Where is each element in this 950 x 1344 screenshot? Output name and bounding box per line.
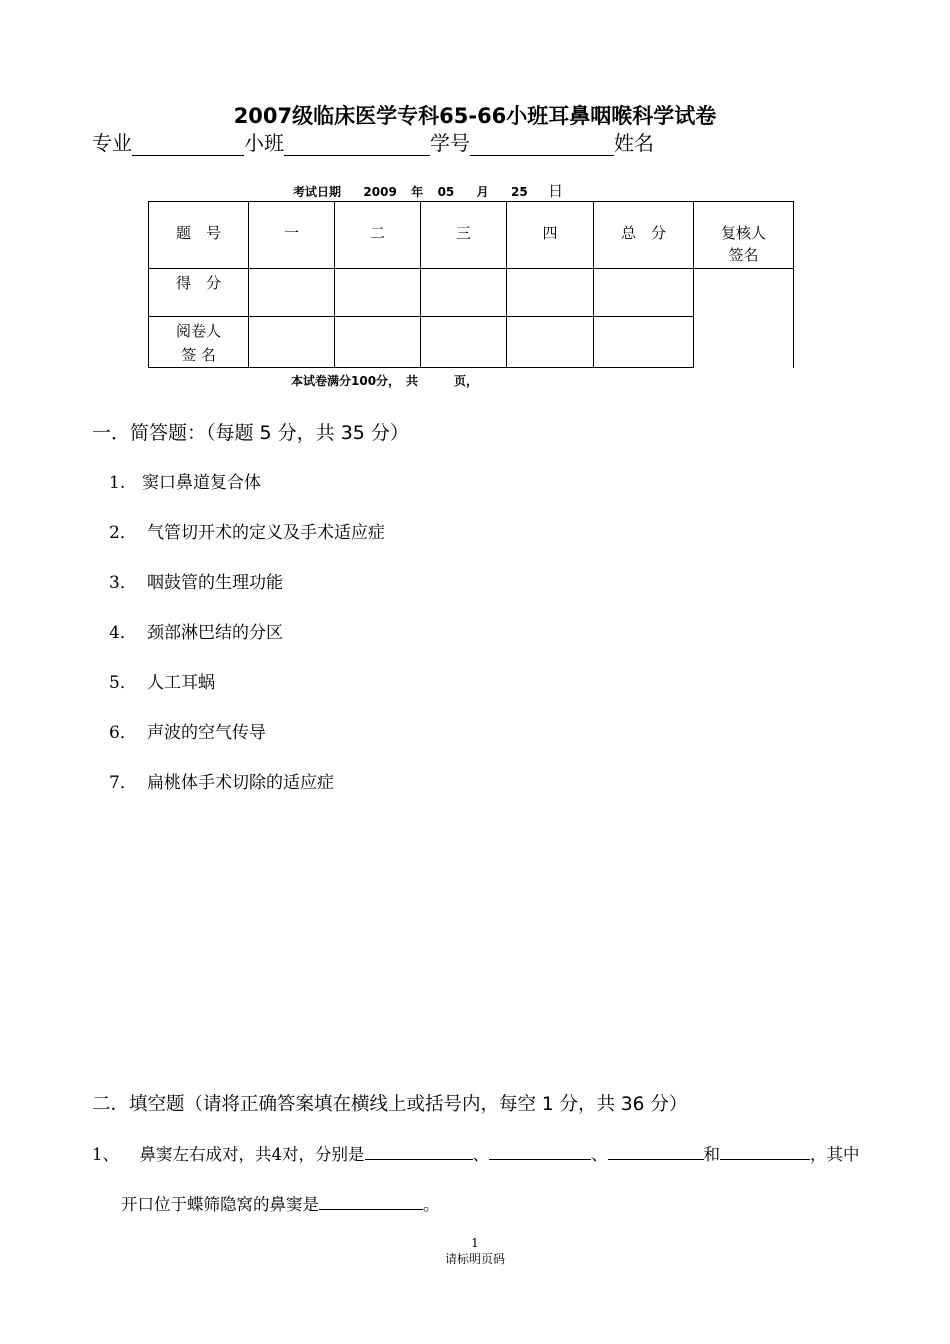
answer-blank-4[interactable]	[720, 1143, 810, 1160]
header-part-4: 四	[507, 202, 594, 269]
student-info-line	[92, 127, 654, 156]
fill-question-1-line-2	[121, 1191, 440, 1215]
exam-title: 2007级临床医学专科65-66小班耳鼻咽喉科学试卷	[233, 104, 717, 128]
question-3	[109, 568, 283, 593]
class-blank[interactable]	[284, 133, 430, 156]
fill-question-1-line-1	[92, 1141, 860, 1165]
fill-question-1-line2-text: 开口位于蝶筛隐窝的鼻窦是	[121, 1195, 319, 1214]
score-cell-4[interactable]	[507, 269, 594, 317]
student-id-blank[interactable]	[470, 133, 614, 156]
question-3-text: 咽鼓管的生理功能	[147, 573, 283, 593]
question-2-num: 2．	[109, 523, 137, 543]
grader-cell-4[interactable]	[507, 317, 594, 368]
question-6-num: 6．	[109, 723, 137, 743]
question-3-num: 3．	[109, 573, 137, 593]
question-4	[109, 618, 283, 643]
section2-title: 二．填空题（请将正确答案填在横线上或括号内，每空 1 分，共 36 分）	[92, 1094, 688, 1115]
exam-date-day: 25	[511, 185, 528, 199]
exam-date-year: 2009	[363, 185, 397, 199]
answer-blank-5[interactable]	[319, 1193, 423, 1210]
grader-row-label	[149, 317, 249, 368]
exam-date-day-unit: 日	[548, 182, 564, 200]
major-blank[interactable]	[132, 133, 244, 156]
header-part-1: 一	[249, 202, 335, 269]
score-cell-2[interactable]	[335, 269, 421, 317]
header-question-no: 题 号	[149, 202, 249, 269]
reviewer-label-1: 复核人	[720, 224, 766, 242]
grader-cell-3[interactable]	[421, 317, 507, 368]
separator-1: 、	[472, 1145, 489, 1164]
grader-label-1: 阅卷人	[175, 322, 221, 340]
score-cell-3[interactable]	[421, 269, 507, 317]
question-5	[109, 668, 215, 693]
question-6-text: 声波的空气传导	[147, 723, 266, 743]
separator-3: 和	[703, 1145, 720, 1164]
fill-question-1-end: 。	[423, 1195, 440, 1214]
name-label: 姓名	[614, 131, 654, 155]
answer-blank-3[interactable]	[608, 1143, 704, 1160]
student-id-label: 学号	[430, 131, 470, 155]
question-6	[109, 718, 266, 743]
grader-cell-total[interactable]	[594, 317, 694, 368]
question-1	[109, 468, 261, 493]
score-cell-1[interactable]	[249, 269, 335, 317]
separator-2: 、	[591, 1145, 608, 1164]
score-cell-total[interactable]	[594, 269, 694, 317]
grader-cell-2[interactable]	[335, 317, 421, 368]
fill-question-1-tail: ，其中	[810, 1145, 860, 1164]
major-label: 专业	[92, 131, 132, 155]
reviewer-label-2: 签名	[728, 246, 759, 264]
section1-title: 一．简答题：（每题 5 分，共 35 分）	[92, 422, 409, 444]
header-part-2: 二	[335, 202, 421, 269]
question-7-text: 扁桃体手术切除的适应症	[147, 773, 334, 793]
page-number: 1	[471, 1236, 479, 1250]
question-2	[109, 518, 385, 543]
grader-cell-1[interactable]	[249, 317, 335, 368]
answer-blank-2[interactable]	[489, 1143, 591, 1160]
question-1-num: 1.	[109, 473, 126, 493]
page-number-hint: 请标明页码	[444, 1252, 505, 1266]
question-2-text: 气管切开术的定义及手术适应症	[147, 523, 385, 543]
fill-question-1-num: 1、	[92, 1145, 119, 1164]
exam-date-month-unit: 月	[476, 185, 489, 199]
header-reviewer	[694, 202, 794, 269]
exam-date-month: 05	[437, 185, 455, 199]
question-5-num: 5．	[109, 673, 137, 693]
fill-question-1-text: 鼻窦左右成对，共4对，分别是	[139, 1145, 365, 1164]
grader-label-2: 签 名	[181, 346, 216, 364]
exam-date	[293, 180, 563, 201]
reviewer-signature-cell[interactable]	[694, 269, 794, 368]
question-5-text: 人工耳蜗	[147, 673, 215, 693]
score-row	[149, 269, 794, 317]
header-total: 总 分	[594, 202, 694, 269]
class-label: 小班	[244, 131, 284, 155]
question-1-text: 窦口鼻道复合体	[142, 473, 261, 493]
question-4-num: 4．	[109, 623, 137, 643]
answer-blank-1[interactable]	[365, 1143, 473, 1160]
question-4-text: 颈部淋巴结的分区	[147, 623, 283, 643]
question-7	[109, 768, 334, 793]
score-table-header-row	[149, 202, 794, 269]
score-table	[148, 201, 794, 368]
header-part-3: 三	[421, 202, 507, 269]
full-score-note: 本试卷满分100分， 共 页，	[291, 374, 479, 388]
question-7-num: 7．	[109, 773, 137, 793]
score-row-label: 得 分	[149, 269, 249, 317]
exam-date-label: 考试日期	[293, 185, 342, 199]
exam-date-year-unit: 年	[411, 185, 424, 199]
